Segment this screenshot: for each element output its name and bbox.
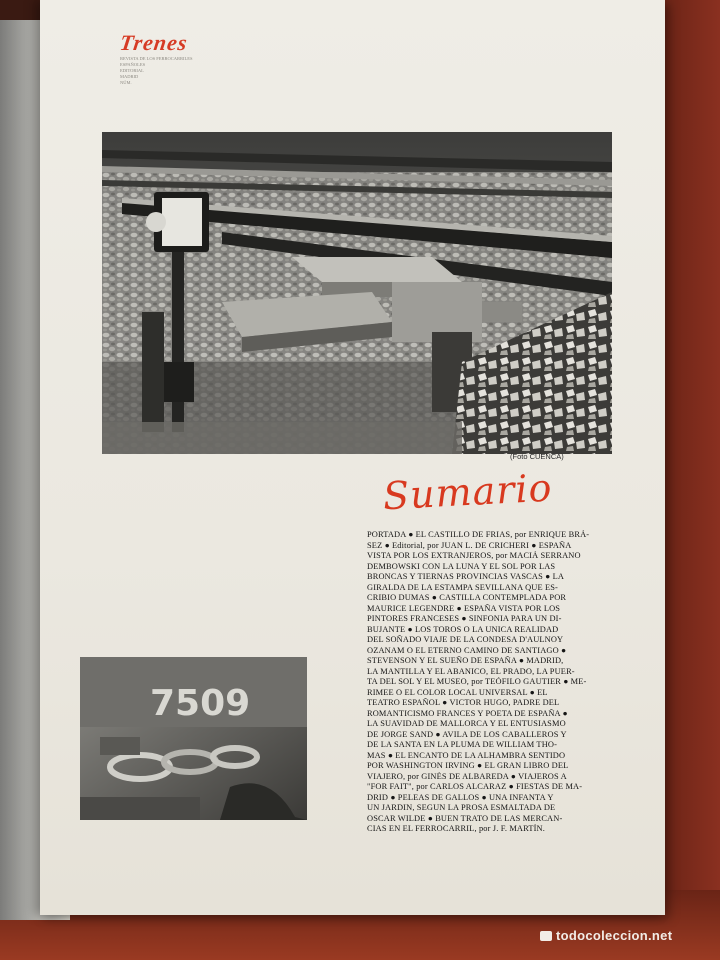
sumario-line: DEMBOWSKI CON LA LUNA Y EL SOL POR LAS: [367, 561, 556, 571]
sumario-line: VISTA POR LOS EXTRANJEROS, por MACIÁ SERRANO: [367, 551, 581, 560]
sumario-line: OZANAM O EL ETERNO CAMINO DE SANTIAGO ●: [367, 645, 567, 655]
masthead-line: MADRID: [120, 74, 139, 79]
sumario-line: LA SUAVIDAD DE MALLORCA Y EL ENTUSIASMO: [367, 719, 566, 728]
background-right: [660, 0, 720, 960]
sumario-line: PORTADA ● EL CASTILLO DE FRIAS, por ENRIQUE BRÁ-: [367, 530, 590, 539]
sumario-line: MAS ● EL ENCANTO DE LA ALHAMBRA SENTIDO: [367, 750, 566, 760]
coupling-chain-illustration: [80, 657, 307, 820]
masthead-line: NÚM.: [120, 80, 132, 85]
photo-credit: (Foto CUENCA): [510, 452, 564, 461]
sumario-heading: Sumario: [381, 465, 554, 519]
sumario-line: "FOR FAIT", por CARLOS ALCARAZ ● FIESTAS DE MA-: [367, 782, 583, 791]
sumario-line: BUJANTE ● LOS TOROS O LA UNICA REALIDAD: [367, 624, 559, 634]
masthead-logo: Trenes: [118, 30, 190, 55]
sumario-line: ROMANTICISMO FRANCES Y POETA DE ESPAÑA ●: [367, 708, 568, 718]
magazine-page: [40, 0, 665, 915]
sumario-line: STEVENSON Y EL SUEÑO DE ESPAÑA ● MADRID,: [367, 656, 564, 665]
railway-switch-photo: [102, 132, 612, 454]
sumario-line: LA MANTILLA Y EL ABANICO, EL PRADO, LA PUER-: [367, 666, 575, 676]
watermark-text: todocoleccion.net: [556, 928, 673, 943]
sumario-line: MAURICE LEGENDRE ● ESPAÑA VISTA POR LOS: [367, 603, 561, 613]
wagon-number-plate: 7509: [150, 683, 251, 724]
sumario-line: TEATRO ESPAÑOL ● VICTOR HUGO, PADRE DEL: [367, 698, 560, 707]
watermark-icon: [540, 931, 552, 941]
sumario-line: DRID ● PELEAS DE GALLOS ● UNA INFANTA Y: [367, 792, 554, 802]
sumario-line: DE LA SANTA EN LA PLUMA DE WILLIAM THO-: [367, 740, 558, 749]
sumario-line: DE JORGE SAND ● AVILA DE LOS CABALLEROS Y: [367, 729, 567, 739]
coupling-chain-photo: [80, 657, 307, 820]
sumario-line: VIAJERO, por GINÉS DE ALBAREDA ● VIAJEROS A: [367, 771, 567, 781]
sumario-line: POR WASHINGTON IRVING ● EL GRAN LIBRO DEL: [367, 761, 569, 770]
masthead-line: REVISTA DE LOS FERROCARRILES: [120, 56, 193, 61]
sumario-line: TA DEL SOL Y EL MUSEO, por TEÓFILO GAUTIER ● ME-: [367, 677, 587, 686]
railway-switch-illustration: [102, 132, 612, 454]
sumario-line: GIRALDA DE LA ESTAMPA SEVILLANA QUE ES-: [367, 582, 558, 592]
sumario-contents: [367, 530, 640, 835]
masthead-line: ESPAÑOLES: [120, 62, 146, 67]
sumario-line: DEL SOÑADO VIAJE DE LA CONDESA D'AULNOY: [367, 635, 564, 644]
sumario-line: CRIBIO DUMAS ● CASTILLA CONTEMPLADA POR: [367, 593, 567, 602]
sumario-line: UN JARDIN, SEGUN LA PROSA ESMALTADA DE: [367, 803, 556, 812]
watermark: [540, 928, 672, 943]
masthead: [120, 30, 240, 86]
sumario-line: RIMEE O EL COLOR LOCAL UNIVERSAL ● EL: [367, 687, 548, 697]
sumario-line: CIAS EN EL FERROCARRIL, por J. F. MARTÍN.: [367, 824, 545, 833]
sumario-line: OSCAR WILDE ● BUEN TRATO DE LAS MERCAN-: [367, 813, 563, 823]
sumario-line: SEZ ● Editorial, por JUAN L. DE CRICHERI ● ESPAÑA: [367, 540, 572, 550]
sumario-line: PINTORES FRANCESES ● SINFONIA PARA UN DI-: [367, 614, 562, 623]
sumario-line: BRONCAS Y TIERNAS PROVINCIAS VASCAS ● LA: [367, 572, 565, 581]
masthead-line: EDITORIAL: [120, 68, 144, 73]
masthead-small-print: [120, 56, 240, 86]
